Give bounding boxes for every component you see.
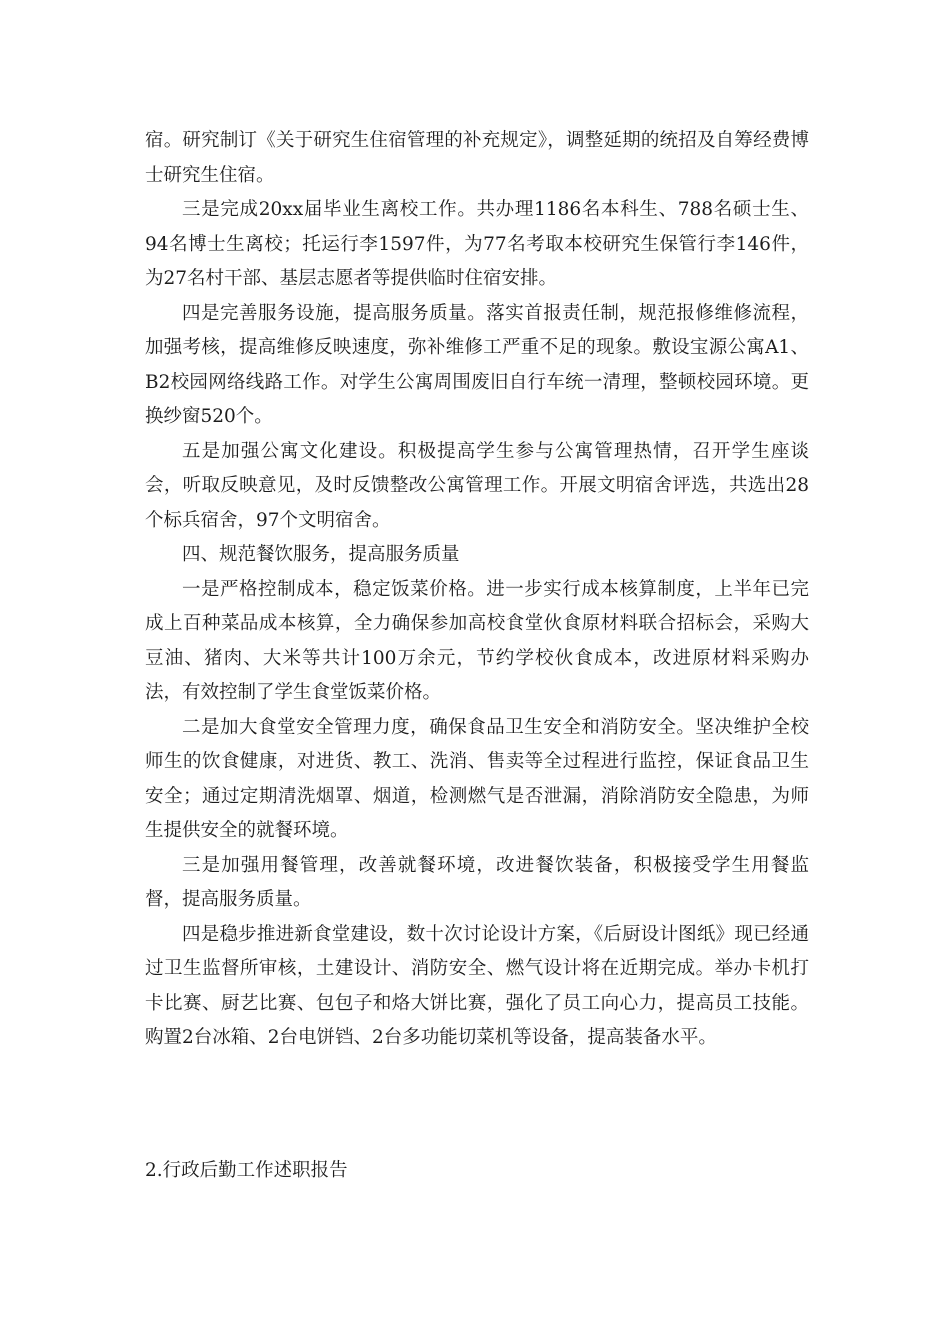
paragraph-dining-management: 三是加强用餐管理，改善就餐环境，改进餐饮装备，积极接受学生用餐监督，提高服务质量。: [145, 854, 809, 910]
next-section-title: 2.行政后勤工作述职报告: [145, 1160, 348, 1181]
paragraph-dormitory-regulation: 宿。研究制订《关于研究生住宿管理的补充规定》，调整延期的统招及自筹经费博士研究生住宿。: [145, 130, 809, 186]
paragraph-graduate-departure: 三是完成20xx届毕业生离校工作。共办理1186名本科生、788名硕士生、94名博士生离校；托运行李1597件，为77名考取本校研究生保管行李146件，为27名村干部、基层志愿者等提供临时住宿安排。: [145, 199, 809, 289]
paragraph-new-canteen: 四是稳步推进新食堂建设，数十次讨论设计方案，《后厨设计图纸》现已经通过卫生监督所审核，土建设计、消防安全、燃气设计将在近期完成。举办卡机打卡比赛、厨艺比赛、包包子和烙大饼比赛，强化了员工向心力，提高员工技能。购置2台冰箱、2台电饼铛、2台多功能切菜机等设备，提高装备水平。: [145, 923, 809, 1048]
paragraph-service-facilities: 四是完善服务设施，提高服务质量。落实首报责任制，规范报修维修流程，加强考核，提高维修反映速度，弥补维修工严重不足的现象。敷设宝源公寓A1、B2校园网络线路工作。对学生公寓周围废旧自行车统一清理，整顿校园环境。更换纱窗520个。: [145, 302, 809, 427]
document-body: [145, 124, 809, 1056]
paragraph-dorm-culture: 五是加强公寓文化建设。积极提高学生参与公寓管理热情，召开学生座谈会，听取反映意见，及时反馈整改公寓管理工作。开展文明宿舍评选，共选出28个标兵宿舍，97个文明宿舍。: [145, 440, 809, 531]
paragraph-cost-control: 一是严格控制成本，稳定饭菜价格。进一步实行成本核算制度，上半年已完成上百种菜品成本核算，全力确保参加高校食堂伙食原材料联合招标会，采购大豆油、猪肉、大米等共计100万余元，节约学校伙食成本，改进原材料采购办法，有效控制了学生食堂饭菜价格。: [145, 578, 809, 703]
section-heading-catering: 四、规范餐饮服务，提高服务质量: [182, 544, 460, 565]
paragraph-canteen-safety: 二是加大食堂安全管理力度，确保食品卫生安全和消防安全。坚决维护全校师生的饮食健康，对进货、教工、洗消、售卖等全过程进行监控，保证食品卫生安全；通过定期清洗烟罩、烟道，检测燃气是否泄漏，消除消防安全隐患，为师生提供安全的就餐环境。: [145, 716, 809, 841]
